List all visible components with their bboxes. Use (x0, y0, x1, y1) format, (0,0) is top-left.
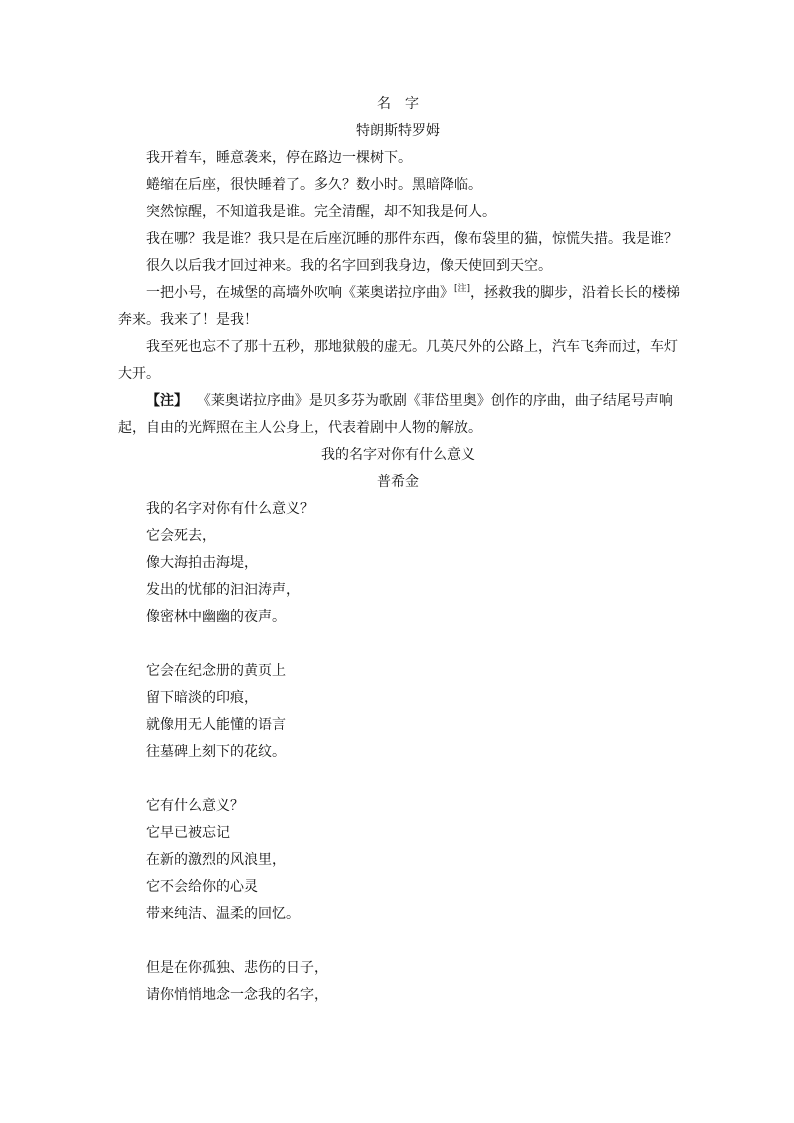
stanza-break (118, 631, 678, 658)
poem2-verse-line: 它有什么意义？ (146, 798, 244, 814)
footnote-marker: [注] (454, 284, 471, 294)
poem1-paragraph: 我在哪？我是谁？我只是在后座沉睡的那件东西，像布袋里的猫，惊慌失措。我是谁？ (146, 231, 678, 247)
footnote-text: 《莱奥诺拉序曲》是贝多芬为歌剧《菲岱里奥》创作的序曲，曲子结尾号声响 (196, 393, 673, 409)
poem2-title: 我的名字对你有什么意义 (321, 447, 475, 463)
footnote (118, 388, 678, 415)
poem2-verse-line: 它不会给你的心灵 (146, 879, 258, 895)
poem2-verse-line: 就像用无人能懂的语言 (146, 717, 286, 733)
poem2-verse-line: 往墓碑上刻下的花纹。 (146, 744, 286, 760)
poem1-paragraph-continued: 奔来。我来了！是我！ (118, 312, 258, 328)
poem2-verse-line: 在新的激烈的风浪里， (146, 852, 286, 868)
poem2-verse-line: 请你悄悄地念一念我的名字， (146, 987, 328, 1003)
paragraph-text: ，拯救我的脚步，沿着长长的楼梯 (470, 285, 681, 301)
poem2-verse-line: 它会在纪念册的黄页上 (146, 663, 286, 679)
stanza-break (118, 928, 678, 955)
poem2-verse-line: 发出的忧郁的汩汩涛声， (146, 582, 300, 598)
poem1-paragraph-continued: 大开。 (118, 366, 160, 382)
poem1-paragraph: 很久以后我才回过神来。我的名字回到我身边，像天使回到天空。 (146, 258, 552, 274)
footnote-continued: 起，自由的光辉照在主人公身上，代表着剧中人物的解放。 (118, 420, 482, 436)
poem2-verse-line: 我的名字对你有什么意义？ (146, 501, 314, 517)
poem1-paragraph: 突然惊醒，不知道我是谁。完全清醒，却不知我是何人。 (146, 204, 496, 220)
poem1-paragraph: 蜷缩在后座，很快睡着了。多久？数小时。黑暗降临。 (146, 177, 482, 193)
footnote-label: 【注】 (146, 393, 188, 409)
stanza-break (118, 766, 678, 793)
poem1-paragraph: 我至死也忘不了那十五秒，那地狱般的虚无。几英尺外的公路上，汽车飞奔而过，车灯 (146, 339, 678, 355)
document-content (118, 91, 681, 1009)
poem2-verse-line: 但是在你孤独、悲伤的日子， (146, 960, 328, 976)
poem2-verse-line: 像大海拍击海堤， (146, 555, 258, 571)
poem2-verse-line: 像密林中幽幽的夜声。 (146, 609, 286, 625)
poem2-author: 普希金 (377, 474, 419, 490)
poem2-verse-line: 留下暗淡的印痕， (146, 690, 258, 706)
poem2-verse-line: 带来纯洁、温柔的回忆。 (146, 906, 300, 922)
paragraph-text: 一把小号，在城堡的高墙外吹响《莱奥诺拉序曲》 (146, 285, 454, 301)
poem1-title: 名 字 (377, 96, 419, 112)
poem1-author: 特朗斯特罗姆 (356, 123, 440, 139)
poem2-verse-line: 它早已被忘记 (146, 825, 230, 841)
poem1-paragraph: 我开着车，睡意袭来，停在路边一棵树下。 (146, 150, 412, 166)
poem2-verse-line: 它会死去， (146, 528, 216, 544)
poem1-paragraph (118, 280, 681, 307)
